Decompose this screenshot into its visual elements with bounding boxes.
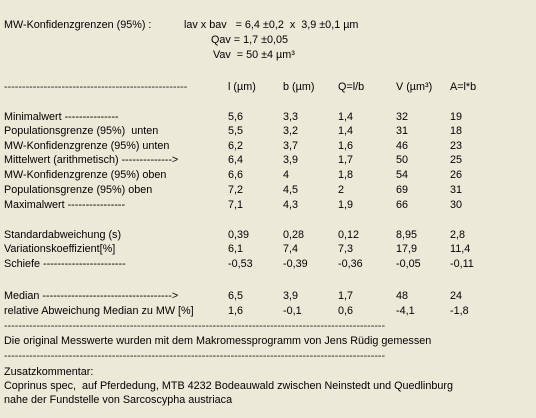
comment-line-2: nahe der Fundstelle von Sarcoscypha austriaca	[4, 394, 233, 406]
cell-b: -0,1	[283, 305, 302, 317]
row-label: relative Abweichung Median zu MW [%]	[4, 305, 194, 317]
cell-b: -0,39	[283, 258, 308, 270]
row-label: Schiefe -----------------------	[4, 258, 126, 270]
note-original-measurements: Die original Messwerte wurden mit dem Makromessprogramm von Jens Rüdig gemessen	[4, 335, 432, 347]
cell-v: 17,9	[396, 243, 418, 255]
separator-line: ----------------------------------------------------------------------------------------------------------	[4, 350, 386, 362]
header-dashes: ---------------------------------------------------	[4, 81, 188, 93]
cell-v: 69	[396, 184, 409, 196]
row-label: MW-Konfidenzgrenze (95%) unten	[4, 140, 170, 152]
cell-q: 1,7	[338, 154, 354, 166]
cell-a: 31	[450, 184, 463, 196]
cell-l: 7,2	[228, 184, 244, 196]
cell-a: 2,8	[450, 229, 466, 241]
cell-v: 50	[396, 154, 409, 166]
cell-a: 23	[450, 140, 463, 152]
cell-l: -0,53	[228, 258, 253, 270]
cell-l: 6,1	[228, 243, 244, 255]
cell-v: 46	[396, 140, 409, 152]
cell-v: -0,05	[396, 258, 421, 270]
cell-q: 7,3	[338, 243, 354, 255]
summary-label: MW-Konfidenzgrenzen (95%) :	[4, 19, 152, 31]
cell-a: 18	[450, 125, 463, 137]
cell-l: 7,1	[228, 199, 244, 211]
cell-l: 1,6	[228, 305, 244, 317]
cell-l: 0,39	[228, 229, 250, 241]
cell-b: 3,7	[283, 140, 299, 152]
cell-q: 1,4	[338, 125, 354, 137]
cell-a: 30	[450, 199, 463, 211]
cell-a: 24	[450, 290, 463, 302]
cell-q: 2	[338, 184, 345, 196]
cell-b: 4,3	[283, 199, 299, 211]
col-header-b: b (µm)	[283, 81, 315, 93]
cell-a: -0,11	[450, 258, 474, 270]
comment-title: Zusatzkommentar:	[4, 366, 94, 378]
cell-a: 11,4	[450, 243, 471, 255]
row-label: Standardabweichung (s)	[4, 229, 122, 241]
row-label: Variationskoeffizient[%]	[4, 243, 116, 255]
qav-value: Qav = 1,7 ±0,05	[211, 34, 289, 46]
cell-q: -0,36	[338, 258, 363, 270]
col-header-l: l (µm)	[228, 81, 256, 93]
cell-a: -1,8	[450, 305, 469, 317]
cell-l: 6,4	[228, 154, 244, 166]
cell-v: 31	[396, 125, 409, 137]
cell-b: 4	[283, 169, 290, 181]
row-label: Median ------------------------------------>	[4, 290, 179, 302]
row-label: Mittelwert (arithmetisch) -------------->	[4, 154, 179, 166]
col-header-q: Q=l/b	[338, 81, 365, 93]
cell-q: 1,9	[338, 199, 354, 211]
col-header-a: A=l*b	[450, 81, 477, 93]
cell-l: 6,5	[228, 290, 244, 302]
cell-b: 3,2	[283, 125, 299, 137]
cell-b: 3,9	[283, 154, 299, 166]
cell-l: 5,6	[228, 111, 244, 123]
lav-bav-value: lav x bav = 6,4 ±0,2 x 3,9 ±0,1 µm	[184, 19, 359, 31]
cell-b: 3,9	[283, 290, 299, 302]
comment-line-1: Coprinus spec, auf Pferdedung, MTB 4232 Bodeauwald zwischen Neinstedt und Quedlinburg	[4, 380, 453, 392]
cell-a: 25	[450, 154, 463, 166]
cell-v: -4,1	[396, 305, 415, 317]
col-header-v: V (µm³)	[396, 81, 433, 93]
cell-v: 32	[396, 111, 409, 123]
cell-q: 1,4	[338, 111, 354, 123]
cell-q: 1,7	[338, 290, 354, 302]
cell-q: 0,6	[338, 305, 354, 317]
row-label: Populationsgrenze (95%) unten	[4, 125, 159, 137]
cell-v: 8,95	[396, 229, 418, 241]
cell-q: 1,8	[338, 169, 354, 181]
cell-v: 66	[396, 199, 409, 211]
cell-b: 0,28	[283, 229, 305, 241]
cell-q: 1,6	[338, 140, 354, 152]
cell-v: 54	[396, 169, 409, 181]
cell-b: 3,3	[283, 111, 299, 123]
cell-a: 26	[450, 169, 463, 181]
cell-v: 48	[396, 290, 409, 302]
vav-value: Vav = 50 ±4 µm³	[213, 49, 295, 61]
separator-line: ----------------------------------------------------------------------------------------------------------	[4, 320, 386, 332]
cell-b: 4,5	[283, 184, 299, 196]
cell-l: 5,5	[228, 125, 244, 137]
cell-a: 19	[450, 111, 463, 123]
cell-l: 6,2	[228, 140, 244, 152]
row-label: MW-Konfidenzgrenze (95%) oben	[4, 169, 167, 181]
cell-l: 6,6	[228, 169, 244, 181]
row-label: Populationsgrenze (95%) oben	[4, 184, 153, 196]
cell-q: 0,12	[338, 229, 360, 241]
cell-b: 7,4	[283, 243, 299, 255]
row-label: Maximalwert ----------------	[4, 199, 126, 211]
row-label: Minimalwert ---------------	[4, 111, 119, 123]
